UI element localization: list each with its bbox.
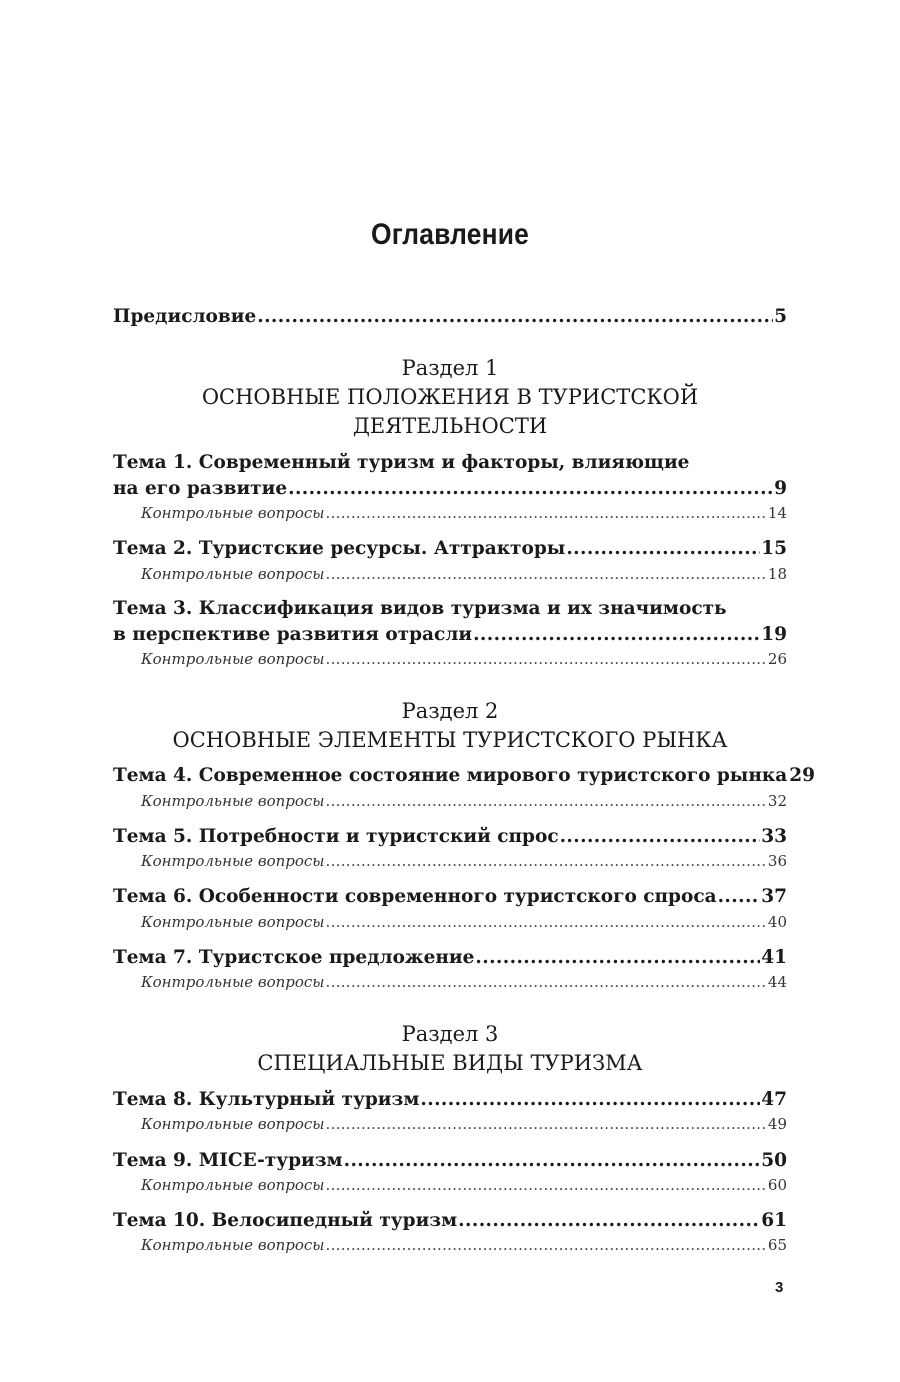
toc-entry-topic-5[interactable] [113,826,787,847]
section-heading-3 [113,1020,787,1078]
toc-page-number: 19 [761,624,787,645]
toc-entry-label: Тема 9. MICE-туризм [113,1150,343,1171]
toc-entry-label: Тема 5. Потребности и туристский спрос [113,826,559,847]
toc-subentry-questions[interactable] [141,565,787,583]
toc-entry-label: на его развитие [113,478,288,499]
toc-subentry-label: Контрольные вопросы [141,1115,325,1133]
toc-page-number: 61 [761,1210,787,1231]
toc-entry-topic-9[interactable] [113,1150,787,1171]
toc-subentry-questions[interactable] [141,1176,787,1194]
toc-page-number: 49 [767,1115,787,1133]
toc-entry-topic-7[interactable] [113,947,787,968]
toc-entry-label: Тема 6. Особенности современного туристского спроса [113,886,717,907]
toc-page-number: 60 [767,1176,787,1194]
section-heading-2 [113,697,787,755]
section-title-line: ОСНОВНЫЕ ПОЛОЖЕНИЯ В ТУРИСТСКОЙ [201,385,699,409]
page-number: 3 [775,1279,784,1296]
toc-entry-line: Тема 1. Современный туризм и факторы, влияющие [113,452,690,473]
toc-entry-label: Тема 4. Современное состояние мирового туристского рынка [113,765,788,786]
toc-subentry-questions[interactable] [141,1115,787,1133]
toc-subentry-label: Контрольные вопросы [141,1176,325,1194]
toc-page-number: 9 [774,478,787,499]
toc-entry-label: Предисловие [113,306,257,327]
toc-subentry-label: Контрольные вопросы [141,792,325,810]
toc-subentry-label: Контрольные вопросы [141,973,325,991]
toc-page-number: 44 [767,973,787,991]
toc-entry-label: в перспективе развития отрасли [113,624,473,645]
leader-dots [257,306,773,327]
toc-page-number: 14 [767,504,787,522]
leader-dots [326,852,767,870]
toc-subentry-questions[interactable] [141,973,787,991]
leader-dots [326,650,767,668]
toc-subentry-label: Контрольные вопросы [141,852,325,870]
leader-dots [326,1115,767,1133]
leader-dots [326,973,767,991]
toc-subentry-questions[interactable] [141,1236,787,1254]
toc-subentry-label: Контрольные вопросы [141,913,325,931]
toc-page-number: 26 [767,650,787,668]
toc-page-number: 65 [767,1236,787,1254]
toc-entry-topic-2[interactable] [113,538,787,559]
toc-page-number: 37 [761,886,787,907]
toc-page-number: 15 [761,538,787,559]
toc-entry-topic-4[interactable] [113,765,815,786]
toc-entry-label: Тема 8. Культурный туризм [113,1089,420,1110]
toc-entry-label: Тема 2. Туристские ресурсы. Аттракторы [113,538,566,559]
toc-subentry-questions[interactable] [141,852,787,870]
toc-entry-topic-3[interactable] [113,624,787,645]
toc-subentry-questions[interactable] [141,650,787,668]
section-heading-1 [113,354,787,441]
leader-dots [326,1236,767,1254]
toc-page-number: 50 [761,1150,787,1171]
leader-dots [326,1176,767,1194]
toc-entry-preface[interactable] [113,306,787,327]
section-title-line: ОСНОВНЫЕ ЭЛЕМЕНТЫ ТУРИСТСКОГО РЫНКА [172,728,728,752]
toc-page-number: 33 [761,826,787,847]
leader-dots [344,1150,761,1171]
section-title-line: ДЕЯТЕЛЬНОСТИ [352,414,548,438]
toc-entry-line: Тема 3. Классификация видов туризма и их значимость [113,598,727,619]
leader-dots [560,826,761,847]
toc-entry-topic-8[interactable] [113,1089,787,1110]
toc-subentry-label: Контрольные вопросы [141,565,325,583]
toc-entry-label: Тема 7. Туристское предложение [113,947,475,968]
toc-subentry-questions[interactable] [141,504,787,522]
leader-dots [718,886,761,907]
toc-page-number: 47 [761,1089,787,1110]
toc-page-number: 29 [789,765,815,786]
leader-dots [475,947,760,968]
section-title-line: СПЕЦИАЛЬНЫЕ ВИДЫ ТУРИЗМА [257,1051,643,1075]
toc-subentry-label: Контрольные вопросы [141,504,325,522]
toc-subentry-label: Контрольные вопросы [141,1236,325,1254]
leader-dots [420,1089,760,1110]
toc-page-number: 5 [774,306,787,327]
leader-dots [566,538,760,559]
toc-page-number: 32 [767,792,787,810]
toc-page-number: 41 [761,947,787,968]
toc-subentry-label: Контрольные вопросы [141,650,325,668]
section-number: Раздел 1 [401,356,499,380]
toc-subentry-questions[interactable] [141,792,787,810]
page-title: Оглавление [371,218,529,251]
section-number: Раздел 3 [401,1022,499,1046]
leader-dots [326,792,767,810]
toc-entry-label: Тема 10. Велосипедный туризм [113,1210,458,1231]
section-number: Раздел 2 [401,699,499,723]
toc-page-number: 40 [767,913,787,931]
leader-dots [473,624,760,645]
toc-subentry-questions[interactable] [141,913,787,931]
toc-page-number: 18 [767,565,787,583]
toc-entry-topic-6[interactable] [113,886,787,907]
leader-dots [326,913,767,931]
leader-dots [326,504,767,522]
toc-page-number: 36 [767,852,787,870]
leader-dots [288,478,773,499]
toc-entry-topic-10[interactable] [113,1210,787,1231]
toc-entry-topic-1[interactable] [113,478,787,499]
leader-dots [326,565,767,583]
leader-dots [458,1210,760,1231]
